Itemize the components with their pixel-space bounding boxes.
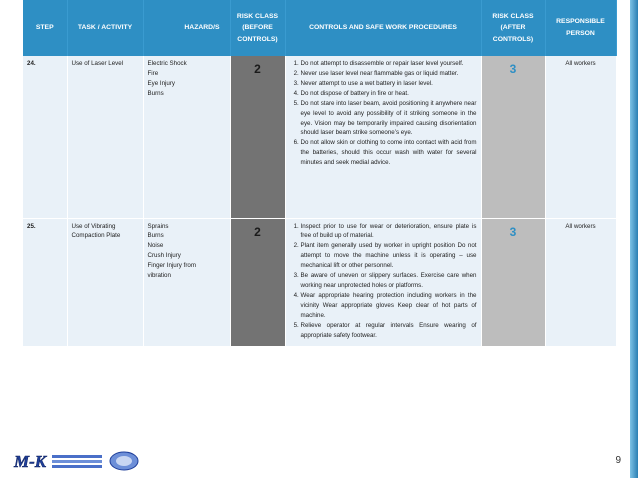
company-logo: [12, 450, 144, 472]
control-procedures: [285, 218, 481, 346]
hazard-list: [143, 56, 230, 218]
responsible-person: All workers: [545, 218, 616, 346]
control-item: 5. Relieve operator at regular intervals Ensure wearing of appropriate safety footwear.: [301, 321, 477, 341]
hazard-item: Eye Injury: [147, 79, 176, 87]
header-risk-before-line: CONTROLS): [237, 35, 278, 43]
control-item: 3. Be aware of uneven or slippery surfaces. Exercise care when working near unprotected holes or platforms.: [301, 271, 477, 291]
safety-procedures-table: [23, 0, 617, 347]
risk-class-before: 2: [230, 56, 285, 218]
control-item: 2. Never use laser level near flammable gas or liquid matter.: [301, 69, 477, 79]
control-item: 6. Do not allow skin or clothing to come into contact with acid from the batteries, should this occur wash with water for several minutes and seek medial advice.: [301, 138, 477, 168]
table-row: [23, 218, 616, 346]
header-responsible-line: PERSON: [566, 30, 595, 37]
header-hazards: HAZARD/S: [143, 0, 230, 56]
control-procedures: [285, 56, 481, 218]
hazard-list: [143, 218, 230, 346]
hazard-item: Burns: [147, 232, 164, 240]
header-responsible: [545, 0, 616, 56]
header-task: TASK / ACTIVITY: [67, 0, 143, 56]
hazard-item: Crush Injury: [147, 252, 181, 260]
header-risk-before-line: (BEFORE: [242, 24, 273, 32]
risk-class-after: 3: [481, 218, 545, 346]
header-step: STEP: [23, 0, 67, 56]
hazard-item: Sprains: [147, 222, 169, 230]
header-risk-after-line: RISK CLASS: [492, 12, 534, 20]
step-number: 24.: [23, 56, 67, 218]
task-line: Use of Vibrating: [71, 222, 116, 230]
task-activity: [67, 218, 143, 346]
hazard-item: vibration: [147, 272, 171, 280]
task-line: Use of Laser Level: [71, 60, 124, 67]
control-item: 1. Inspect prior to use for wear or deterioration, ensure plate is free of build up of material.: [301, 222, 477, 242]
page-edge-stripe: [630, 0, 638, 478]
hazard-item: Fire: [147, 69, 159, 77]
table-header-row: [23, 0, 616, 56]
task-line: Compaction Plate: [71, 232, 121, 240]
header-risk-after-line: CONTROLS): [492, 35, 534, 43]
control-item: 3. Never attempt to use a wet battery in laser level.: [301, 79, 477, 89]
hazard-item: Burns: [147, 89, 164, 97]
logo-wordmark: M-K: [14, 452, 47, 471]
header-risk-after-line: (AFTER: [500, 24, 526, 32]
hazard-item: Finger Injury from: [147, 262, 196, 270]
control-item: 5. Do not stare into laser beam, avoid positioning it anywhere near eye level to avoid any possibility of it striking someone in the eye. Vision may be temporarily impaired causing disorientation should laser beam strike someone’s eye.: [301, 99, 477, 139]
header-responsible-line: RESPONSIBLE: [556, 18, 605, 26]
risk-class-after: 3: [481, 56, 545, 218]
hazard-item: Electric Shock: [147, 60, 187, 67]
responsible-person: All workers: [545, 56, 616, 218]
header-risk-before: [230, 0, 285, 56]
page-number: 9: [615, 455, 621, 466]
step-number: 25.: [23, 218, 67, 346]
control-item: 1. Do not attempt to disassemble or repair laser level yourself.: [301, 59, 477, 69]
header-controls: CONTROLS AND SAFE WORK PROCEDURES: [285, 0, 481, 56]
header-risk-before-line: RISK CLASS: [236, 12, 279, 20]
task-activity: [67, 56, 143, 218]
control-item: 4. Do not dispose of battery in fire or heat.: [301, 89, 477, 99]
control-item: 4. Wear appropriate hearing protection including workers in the vicinity Wear appropriate gloves Keep clear of hot parts of machine.: [301, 291, 477, 321]
control-item: 2. Plant item generally used by worker in upright position Do not attempt to move the machine unless it is operating – use mechanical lift or other personnel.: [301, 241, 477, 271]
header-risk-after: [481, 0, 545, 56]
hazard-item: Noise: [147, 242, 164, 250]
risk-class-before: 2: [230, 218, 285, 346]
table-row: [23, 56, 616, 218]
